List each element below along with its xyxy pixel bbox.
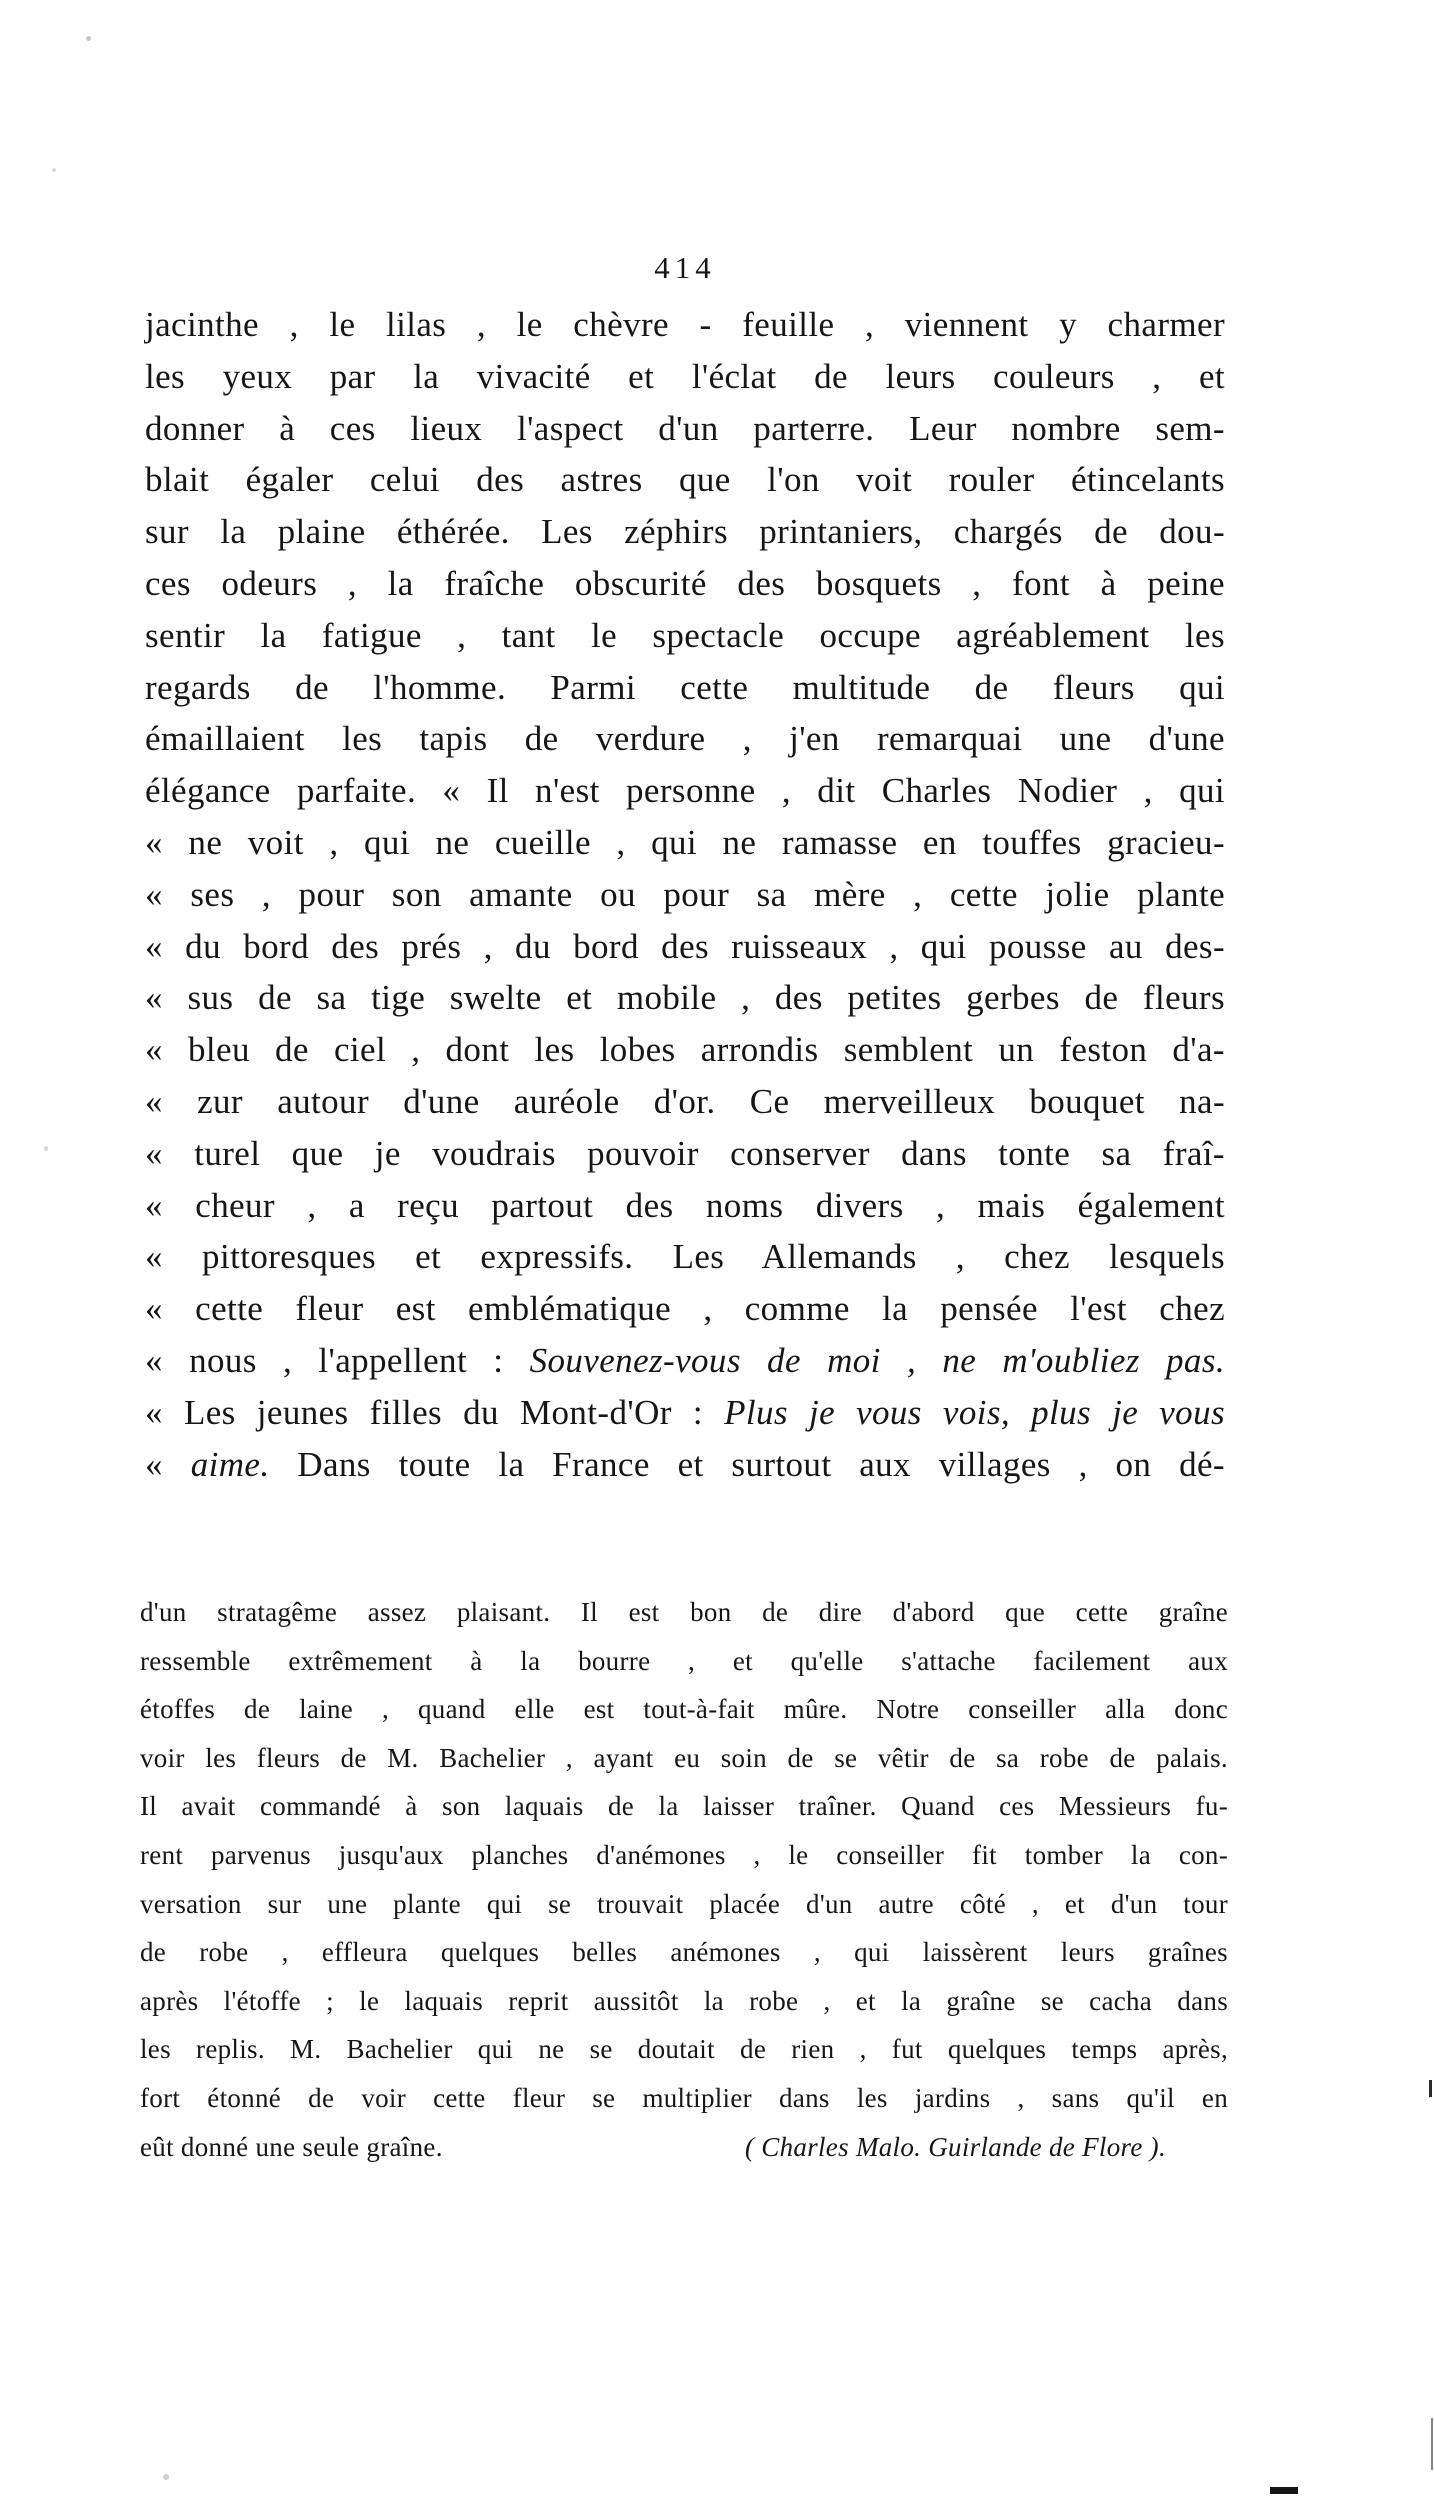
body-line: « pittoresques et expressifs. Les Allemands , chez lesquels [145, 1237, 1225, 1277]
body-line: donner à ces lieux l'aspect d'un parterre. Leur nombre sem- [145, 408, 1225, 448]
body-line [145, 1335, 1225, 1387]
scan-speck [86, 36, 91, 41]
body-line-text: « Les jeunes filles du Mont-d'Or : [145, 1392, 725, 1432]
body-line-text: « [145, 1444, 191, 1484]
body-line: sur la plaine éthérée. Les zéphirs printaniers, chargés de dou- [145, 512, 1225, 552]
footnote-line: de robe , effleura quelques belles anémones , qui laissèrent leurs graînes [140, 1937, 1228, 1968]
body-line-text: « nous , l'appellent : [145, 1340, 530, 1380]
body-line-italic: Souvenez-vous de moi , ne m'oubliez pas. [529, 1340, 1225, 1380]
scan-edge-tick [1429, 2080, 1432, 2097]
body-line: « ne voit , qui ne cueille , qui ne ramasse en touffes gracieu- [145, 822, 1225, 862]
footnote-line: ressemble extrêmement à la bourre , et qu'elle s'attache facilement aux [140, 1645, 1228, 1676]
body-line: « ses , pour son amante ou pour sa mère , cette jolie plante [145, 874, 1225, 914]
body-line: « turel que je voudrais pouvoir conserver dans tonte sa fraî- [145, 1133, 1225, 1173]
scan-speck [52, 168, 56, 172]
footnote-line: les replis. M. Bachelier qui ne se doutait de rien , fut quelques temps après, [140, 2034, 1228, 2065]
body-line: regards de l'homme. Parmi cette multitude de fleurs qui [145, 667, 1225, 707]
scan-ink-dash [1270, 2487, 1298, 2494]
scan-speck [163, 2474, 169, 2480]
footnote-last-line [140, 2123, 1228, 2172]
footnote-last-text: eût donné une seule graîne. [140, 2131, 443, 2162]
scan-edge-line [1431, 2418, 1433, 2470]
body-line: blait égaler celui des astres que l'on voit rouler étincelants [145, 460, 1225, 500]
body-line: émaillaient les tapis de verdure , j'en remarquai une d'une [145, 719, 1225, 759]
footnote-line: voir les fleurs de M. Bachelier , ayant eu soin de se vêtir de sa robe de palais. [140, 1742, 1228, 1773]
body-line: élégance parfaite. « Il n'est personne , dit Charles Nodier , qui [145, 771, 1225, 811]
body-line: sentir la fatigue , tant le spectacle occupe agréablement les [145, 615, 1225, 655]
footnote-line: Il avait commandé à son laquais de la laisser traîner. Quand ces Messieurs fu- [140, 1791, 1228, 1822]
body-line-italic: Plus je vous vois, plus je vous [724, 1392, 1225, 1432]
body-line: ces odeurs , la fraîche obscurité des bosquets , font à peine [145, 563, 1225, 603]
body-line: « bleu de ciel , dont les lobes arrondis semblent un feston d'a- [145, 1030, 1225, 1070]
body-line: « du bord des prés , du bord des ruisseaux , qui pousse au des- [145, 926, 1225, 966]
page-number: 414 [654, 250, 716, 285]
body-line: les yeux par la vivacité et l'éclat de leurs couleurs , et [145, 356, 1225, 396]
footnote-citation: ( Charles Malo. Guirlande de Flore ). [744, 2131, 1166, 2162]
footnote-line: d'un stratagême assez plaisant. Il est bon de dire d'abord que cette graîne [140, 1597, 1228, 1627]
footnote-line: fort étonné de voir cette fleur se multiplier dans les jardins , sans qu'il en [140, 2082, 1228, 2113]
body-line-text: Dans toute la France et surtout aux villages , on dé- [269, 1444, 1225, 1484]
footnote-line: étoffes de laine , quand elle est tout-à-fait mûre. Notre conseiller alla donc [140, 1694, 1228, 1725]
body-line: « cheur , a reçu partout des noms divers , mais également [145, 1185, 1225, 1225]
body-line [145, 1439, 1225, 1491]
body-line-italic: aime. [190, 1444, 270, 1484]
body-line [145, 1387, 1225, 1439]
body-text [145, 299, 1225, 1490]
footnote-line: rent parvenus jusqu'aux planches d'anémones , le conseiller fit tomber la con- [140, 1839, 1228, 1870]
scan-speck [44, 1146, 48, 1151]
body-line: « cette fleur est emblématique , comme la pensée l'est chez [145, 1289, 1225, 1329]
body-line: « sus de sa tige swelte et mobile , des petites gerbes de fleurs [145, 978, 1225, 1018]
footnote-line: versation sur une plante qui se trouvait placée d'un autre côté , et d'un tour [140, 1888, 1228, 1919]
footnote-line: après l'étoffe ; le laquais reprit aussitôt la robe , et la graîne se cacha dans [140, 1985, 1228, 2016]
body-line: « zur autour d'une auréole d'or. Ce merveilleux bouquet na- [145, 1081, 1225, 1121]
footnote-text [140, 1588, 1228, 2171]
body-line: jacinthe , le lilas , le chèvre - feuille , viennent y charmer [145, 305, 1225, 344]
